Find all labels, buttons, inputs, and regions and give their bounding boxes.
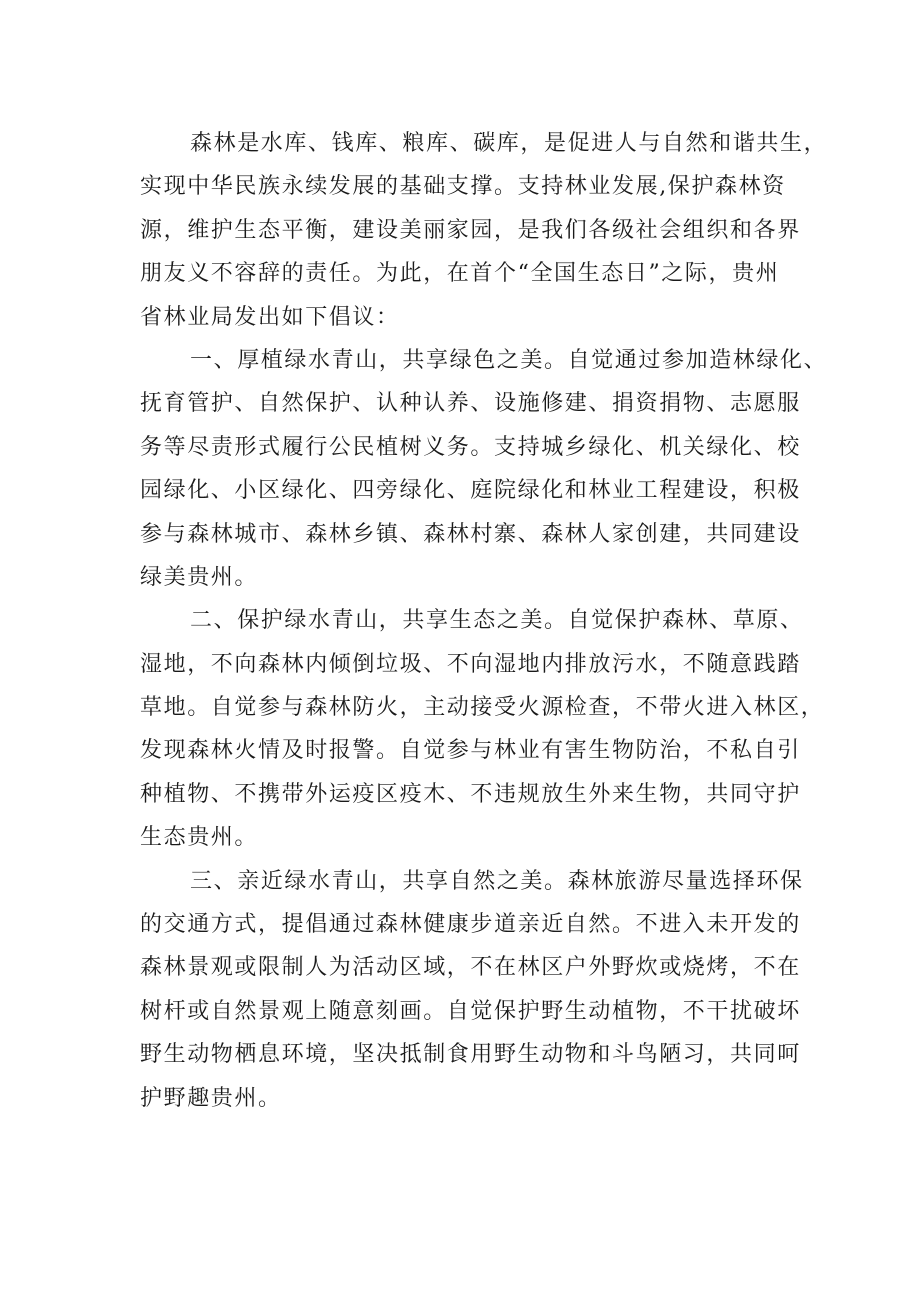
text-line: 湿地，不向森林内倾倒垃圾、不向湿地内排放污水，不随意践踏 (140, 651, 801, 677)
text-line: 抚育管护、自然保护、认种认养、设施修建、捐资捐物、志愿服 (140, 391, 801, 417)
paragraph-proposal-1 (140, 339, 828, 599)
text-line: 护野趣贵州。 (140, 1085, 282, 1111)
text-line: 树杆或自然景观上随意刻画。自觉保护野生动植物，不干扰破坏 (140, 998, 801, 1024)
text-line: 森林是水库、钱库、粮库、碳库，是促进人与自然和谐共生， (190, 131, 828, 156)
text-line: 草地。自觉参与森林防火，主动接受火源检查，不带火进入林区， (140, 695, 825, 721)
text-line: 朋友义不容辞的责任。为此，在首个“全国生态日”之际，贵州 (140, 261, 780, 287)
text-line: 务等尽责形式履行公民植树义务。支持城乡绿化、机关绿化、校 (140, 434, 801, 460)
text-line: 绿美贵州。 (140, 564, 259, 590)
paragraph-proposal-2 (140, 599, 825, 859)
text-line: 源，维护生态平衡，建设美丽家园，是我们各级社会组织和各界 (140, 217, 801, 243)
text-line: 生态贵州。 (140, 825, 259, 851)
text-line: 实现中华民族永续发展的基础支撑。支持林业发展,保护森林资 (140, 174, 786, 200)
text-line: 种植物、不携带外运疫区疫木、不违规放生外来生物，共同守护 (140, 781, 801, 807)
text-line: 野生动物栖息环境，坚决抵制食用野生动物和斗鸟陋习，共同呵 (140, 1042, 801, 1068)
text-line: 省林业局发出如下倡议： (140, 304, 400, 330)
text-line: 发现森林火情及时报警。自觉参与林业有害生物防治，不私自引 (140, 738, 801, 764)
text-line: 的交通方式，提倡通过森林健康步道亲近自然。不进入未开发的 (140, 912, 801, 938)
document-body (140, 122, 828, 1120)
text-line: 三、亲近绿水青山，共享自然之美。森林旅游尽量选择环保 (190, 868, 804, 894)
paragraph-proposal-3 (140, 860, 820, 1120)
text-line: 二、保护绿水青山，共享生态之美。自觉保护森林、草原、 (190, 608, 804, 634)
text-line: 参与森林城市、森林乡镇、森林村寨、森林人家创建，共同建设 (140, 521, 801, 547)
text-line: 一、厚植绿水青山，共享绿色之美。自觉通过参加造林绿化、 (190, 347, 828, 373)
paragraph-intro (140, 122, 828, 339)
text-line: 森林景观或限制人为活动区域，不在林区户外野炊或烧烤，不在 (140, 955, 801, 981)
text-line: 园绿化、小区绿化、四旁绿化、庭院绿化和林业工程建设，积极 (140, 478, 801, 504)
